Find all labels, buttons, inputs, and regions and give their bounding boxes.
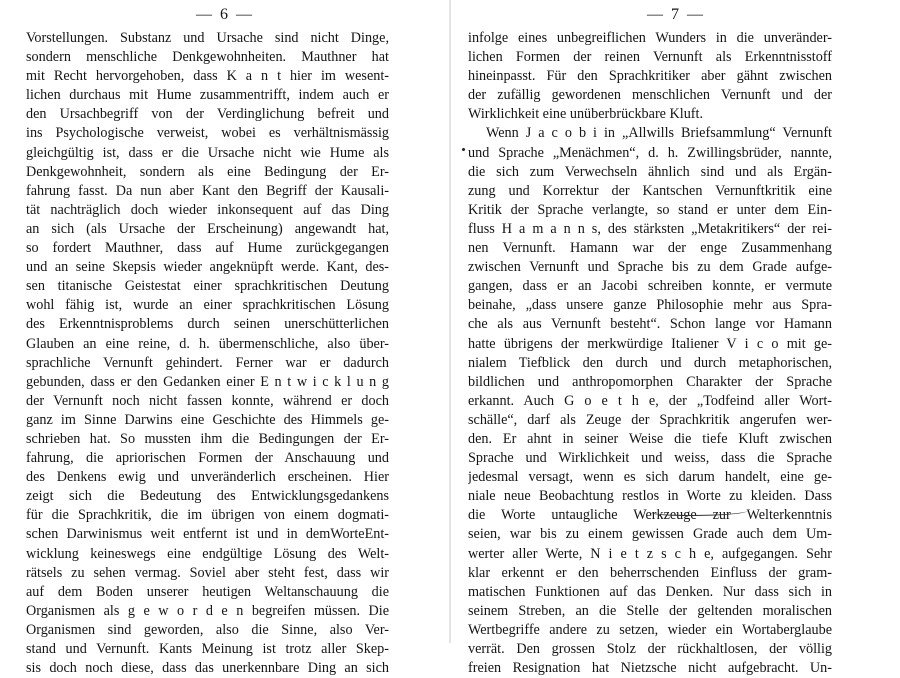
text-line: infolge eines unbegreiflichen Wunders in die unveränder- — [468, 30, 832, 46]
text-line: Organismen als g e w o r d e n begreifen müssen. Die — [26, 602, 389, 619]
text-line: lichen durchaus mit Hume zusammentrifft, indem auch er — [26, 87, 389, 104]
text-line: Kritik der Sprache verlangte, so stand er unter dem Ein- — [468, 201, 832, 218]
text-line: niale neue Beobachtung restlos in Worte zu kleiden. Dass — [468, 488, 832, 505]
text-line: der Vernunft noch nicht fassen konnte, während er doch — [26, 392, 389, 409]
text-line: der zufällig gewordenen menschlichen Vernunft und der — [468, 87, 832, 104]
text-line: den. Er ahnt in seiner Weise die tiefe Kluft zwischen — [468, 430, 832, 447]
text-line: Denkgewohnheit, sondern als eine Bedingung der Er- — [26, 163, 389, 180]
text-block — [468, 29, 832, 678]
text-line: den Ursachbegriff von der Verdinglichung befreit und — [26, 106, 389, 123]
text-line: des Denkens ewig und unveränderlich erscheinen. Hier — [26, 469, 389, 486]
text-line: seinem Streben, an die Stelle der geltenden moralischen — [468, 602, 832, 619]
text-line: sen titanische Geistestat einer sprachkritischen Deutung — [26, 278, 389, 295]
text-line: verrät. Den grossen Stolz der rückhaltlosen, der völlig — [468, 641, 832, 657]
text-line: tät nachträglich doch wieder inkonsequent auf das Ding — [26, 201, 389, 218]
text-line: Wertbegriffe andere zu setzen, wieder ein Wortaberglaube — [468, 621, 832, 638]
text-line: klar erkennt er den beherrschenden Einfluss der gram- — [468, 564, 832, 581]
text-line: zeigt sich die Bedeutung des Entwicklungsgedankens — [26, 488, 389, 505]
text-line: sis doch noch diese, dass das unerkennbare Ding an sich — [26, 660, 389, 677]
text-line: hatte übrigens der merkwürdige Italiener V i c o mit ge- — [468, 335, 832, 352]
text-block — [26, 29, 389, 678]
left-page — [0, 0, 450, 677]
text-line: mit Recht hervorgehoben, dass K a n t hier im wesent- — [26, 68, 389, 85]
text-line: für die Sprachkritik, die im übrigen von einem dogmati- — [26, 507, 389, 524]
text-line: werter aller Werte, N i e t z s c h e, aufgegangen. Sehr — [468, 545, 832, 562]
text-line: die sich zum Verwechseln ähnlich sind und als Ergän- — [468, 163, 832, 180]
text-line: und an seine Skepsis wieder angeknüpft werde. Kant, des- — [26, 259, 389, 276]
text-line: schälle“, darf als Zeuge der Sprachkritik angerufen wer- — [468, 411, 832, 428]
text-line: und Sprache „Menächmen“, d. h. Zwillingsbrüder, nannte, — [468, 144, 832, 161]
text-line: die Worte untaugliche Werkzeuge zur Welterkenntnis — [468, 507, 832, 524]
text-line: Wenn J a c o b i in „Allwills Briefsammlung“ Vernunft — [486, 125, 832, 142]
text-line: Sprache und Wirklichkeit und weiss, dass die Sprache — [468, 450, 832, 467]
text-line: nialem Tiefblick den durch und durch metaphorischen, — [468, 354, 832, 371]
book-gutter — [449, 0, 451, 643]
text-line: Vorstellungen. Substanz und Ursache sind nicht Dinge, — [26, 30, 389, 46]
text-line: erkannt. Auch G o e t h e, der „Todfeind aller Wort- — [468, 392, 832, 409]
text-line: gleichgültig ist, dass er die Ursache nicht wie Hume als — [26, 144, 389, 161]
text-line: bildlichen und anthropomorphen Charakter der Sprache — [468, 373, 832, 390]
text-line: jedesmal versagt, wenn es sich darum handelt, eine ge- — [468, 469, 832, 486]
text-line: fahrung, die apriorischen Formen der Anschauung und — [26, 450, 389, 467]
text-line: ganz im Sinne Darwins eine Geschichte des Himmels ge- — [26, 411, 389, 428]
text-line: sprachliche Vernunft gehindert. Ferner war er dadurch — [26, 354, 389, 371]
text-line: fluss H a m a n n s, des stärksten „Metakritikers“ der rei- — [468, 220, 832, 237]
text-line: wicklung keineswegs eine endgültige Lösung des Welt- — [26, 545, 389, 562]
text-line: des Erkenntnisproblems durch seinen unerschütterlichen — [26, 316, 389, 333]
page-number: — 6 — — [196, 6, 254, 23]
text-line: Glauben an eine reine, d. h. übermenschliche, also über- — [26, 335, 389, 352]
text-line: sondern menschliche Denkgewohnheiten. Mauthner hat — [26, 49, 389, 66]
text-line: stand und Vernunft. Kants Meinung ist trotz aller Skep- — [26, 641, 389, 657]
text-line: rätsels zu sehen vermag. Soviel aber steht fest, dass wir — [26, 564, 389, 581]
text-line: Organismen sind geworden, also die Sinne, also Ver- — [26, 621, 389, 638]
text-line: seien, war bis zu einem gewissen Grade auch dem Um- — [468, 526, 832, 543]
text-line: wohl fähig ist, wurde an einer sprachkritischen Lösung — [26, 297, 389, 314]
text-line: matischen Funktionen auf das Denken. Nur dass sich in — [468, 583, 832, 600]
text-line: gebunden, dass er den Gedanken einer E n t w i c k l u n g — [26, 373, 389, 390]
text-line: so fordert Mauthner, dass auf Hume zurückgegangen — [26, 240, 389, 257]
text-line: lichen Formen der reinen Vernunft als Erkenntnisstoff — [468, 49, 832, 66]
text-line: zung und Korrektur der Kantschen Vernunftkritik eine — [468, 182, 832, 199]
text-line: freien Resignation hat Nietzsche nicht aufgebracht. Un- — [468, 660, 832, 677]
text-line: beinahe, „dass unsere ganze Philosophie mehr aus Spra- — [468, 297, 832, 314]
text-line: schen Darwinismus weit entfernt ist und in demWorteEnt- — [26, 526, 389, 543]
text-line: gangen, dass er an Jacobi schreiben konnte, er vermute — [468, 278, 832, 295]
text-line: hineinpasst. Für den Sprachkritiker aber gähnt zwischen — [468, 68, 832, 85]
right-page — [452, 0, 900, 677]
text-line: auf dem Boden unserer heutigen Weltanschauung die — [26, 583, 389, 600]
text-line: zwischen Vernunft und Sprache bis zu dem Grade aufge- — [468, 259, 832, 276]
text-line: schrieben hat. So mussten ihm die Bedingungen der Er- — [26, 430, 389, 447]
text-line: che als aus Vernunft besteht“. Schon lange vor Hamann — [468, 316, 832, 333]
text-line: an sich (als Ursache der Erscheinung) angewandt hat, — [26, 220, 389, 237]
text-line: Wirklichkeit eine unüberbrückbare Kluft. — [468, 106, 704, 123]
ink-speck — [462, 148, 465, 151]
text-line: fahrung fasst. Da nun aber Kant den Begriff der Kausali- — [26, 182, 389, 199]
text-line: ins Psychologische verweist, wobei es verhältnismässig — [26, 125, 389, 142]
text-line: nen Vernunft. Hamann war der enge Zusammenhang — [468, 240, 832, 257]
page-number: — 7 — — [647, 6, 705, 23]
